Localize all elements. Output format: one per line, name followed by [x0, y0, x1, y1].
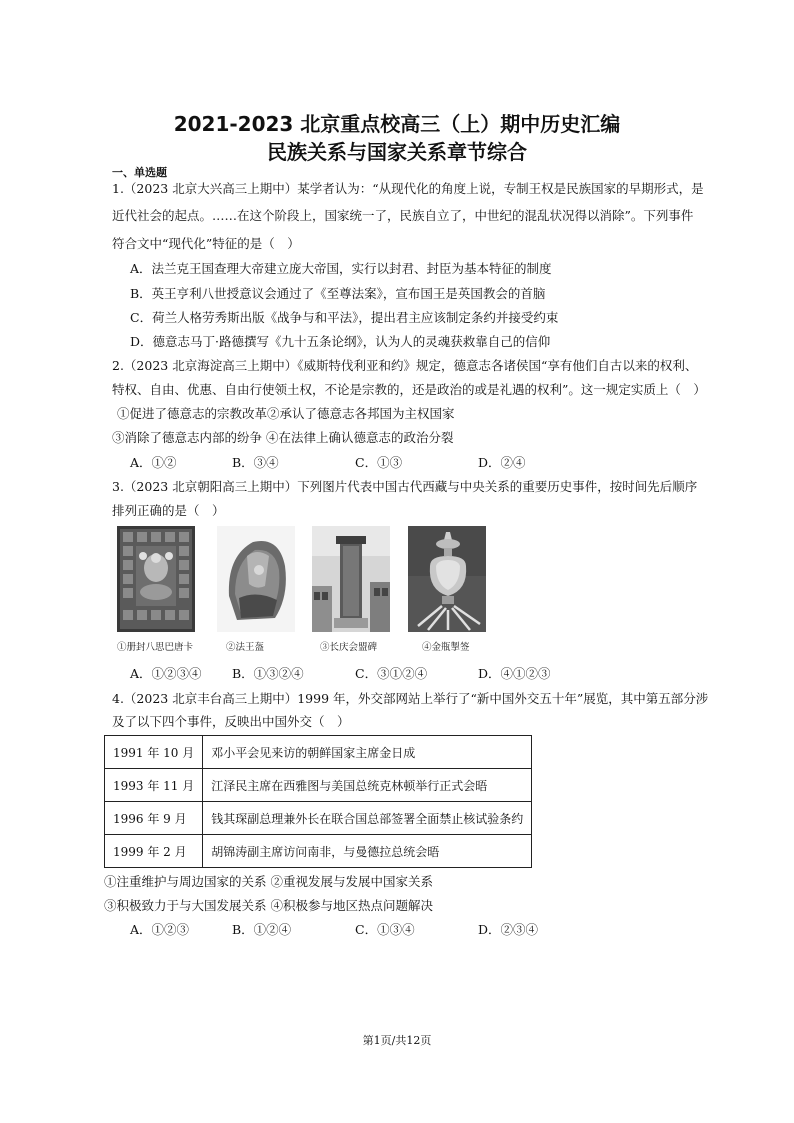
- q4-statements-line2: ③积极致力于与大国发展关系 ④积极参与地区热点问题解决: [104, 898, 433, 913]
- caption-golden-urn: ④金瓶掣签: [422, 642, 470, 653]
- table-cell-event: 钱其琛副总理兼外长在联合国总部签署全面禁止核试验条约: [203, 802, 532, 835]
- q4-option-c: C．①③④: [355, 922, 415, 937]
- caption-stele: ③长庆会盟碑: [320, 642, 378, 653]
- table-cell-date: 1999 年 2 月: [105, 835, 203, 868]
- table-cell-event: 江泽民主席在西雅图与美国总统克林顿举行正式会晤: [203, 769, 532, 802]
- events-table: [104, 735, 532, 868]
- stele-image: [312, 526, 390, 632]
- q1-option-b: B．英王亨利八世授意议会通过了《至尊法案》，宣布国王是英国教会的首脑: [130, 286, 546, 301]
- q3-option-d: D．④①②③: [478, 666, 551, 681]
- caption-helmet: ②法王盔: [226, 642, 265, 653]
- table-row: [105, 736, 532, 769]
- thangka-image: [117, 526, 195, 632]
- q4-option-a: A．①②③: [130, 922, 190, 937]
- page-number: 第1页/共12页: [362, 1034, 432, 1047]
- q3-option-c: C．③①②④: [355, 666, 428, 681]
- table-row: [105, 802, 532, 835]
- q4-text-line1: 4.（2023 北京丰台高三上期中）1999 年，外交部网站上举行了“新中国外交五十年”展览，其中第五部分涉: [112, 691, 709, 706]
- table-cell-event: 邓小平会见来访的朝鲜国家主席金日成: [203, 736, 532, 769]
- q1-option-c: C．荷兰人格劳秀斯出版《战争与和平法》，提出君主应该制定条约并接受约束: [130, 310, 559, 325]
- section-heading: 一、单选题: [112, 166, 167, 179]
- q4-option-b: B．①②④: [232, 922, 292, 937]
- q2-statements-line1: ①促进了德意志的宗教改革②承认了德意志各邦国为主权国家: [117, 406, 455, 421]
- q3-text-line2: 排列正确的是（ ）: [112, 503, 225, 518]
- q4-text-line2: 及了以下四个事件，反映出中国外交（ ）: [112, 714, 350, 729]
- q2-option-d: D．②④: [478, 455, 526, 470]
- q1-text-line3: 符合文中“现代化”特征的是（ ）: [112, 236, 300, 251]
- caption-thangka: ①册封八思巴唐卡: [117, 642, 194, 653]
- table-cell-date: 1993 年 11 月: [105, 769, 203, 802]
- q3-option-a: A．①②③④: [130, 666, 202, 681]
- q2-option-c: C．①③: [355, 455, 403, 470]
- helmet-image: [217, 526, 295, 632]
- q2-option-b: B．③④: [232, 455, 279, 470]
- q1-option-a: A．法兰克王国查理大帝建立庞大帝国，实行以封君、封臣为基本特征的制度: [130, 261, 552, 276]
- q4-option-d: D．②③④: [478, 922, 539, 937]
- q2-option-a: A．①②: [130, 455, 177, 470]
- table-cell-date: 1991 年 10 月: [105, 736, 203, 769]
- q2-text-line1: 2.（2023 北京海淀高三上期中）《威斯特伐利亚和约》规定，德意志各诸侯国“享有他们自古以来的权利、: [112, 358, 698, 373]
- document-subtitle: 民族关系与国家关系章节综合: [267, 140, 527, 164]
- table-cell-date: 1996 年 9 月: [105, 802, 203, 835]
- q2-text-line2: 特权、自由、优惠、自由行使领土权，不论是宗教的，还是政治的或是礼遇的权利”。这一规定实质上（ ）: [112, 382, 706, 397]
- q3-text-line1: 3.（2023 北京朝阳高三上期中）下列图片代表中国古代西藏与中央关系的重要历史事件，按时间先后顺序: [112, 479, 698, 494]
- table-row: [105, 769, 532, 802]
- q4-statements-line1: ①注重维护与周边国家的关系 ②重视发展与发展中国家关系: [104, 874, 433, 889]
- q1-text-line2: 近代社会的起点。……在这个阶段上，国家统一了，民族自立了，中世纪的混乱状况得以消除”。下列事件: [112, 208, 694, 223]
- q3-option-b: B．①③②④: [232, 666, 304, 681]
- golden-urn-image: [408, 526, 486, 632]
- q2-statements-line2: ③消除了德意志内部的纷争 ④在法律上确认德意志的政治分裂: [112, 430, 454, 445]
- table-cell-event: 胡锦涛副主席访问南非，与曼德拉总统会晤: [203, 835, 532, 868]
- q1-text-line1: 1.（2023 北京大兴高三上期中）某学者认为：“从现代化的角度上说，专制王权是民族国家的早期形式，是: [112, 181, 704, 196]
- document-title: 2021-2023 北京重点校高三（上）期中历史汇编: [173, 112, 621, 136]
- q1-option-d: D．德意志马丁·路德撰写《九十五条论纲》，认为人的灵魂获救靠自己的信仰: [130, 334, 551, 349]
- table-row: [105, 835, 532, 868]
